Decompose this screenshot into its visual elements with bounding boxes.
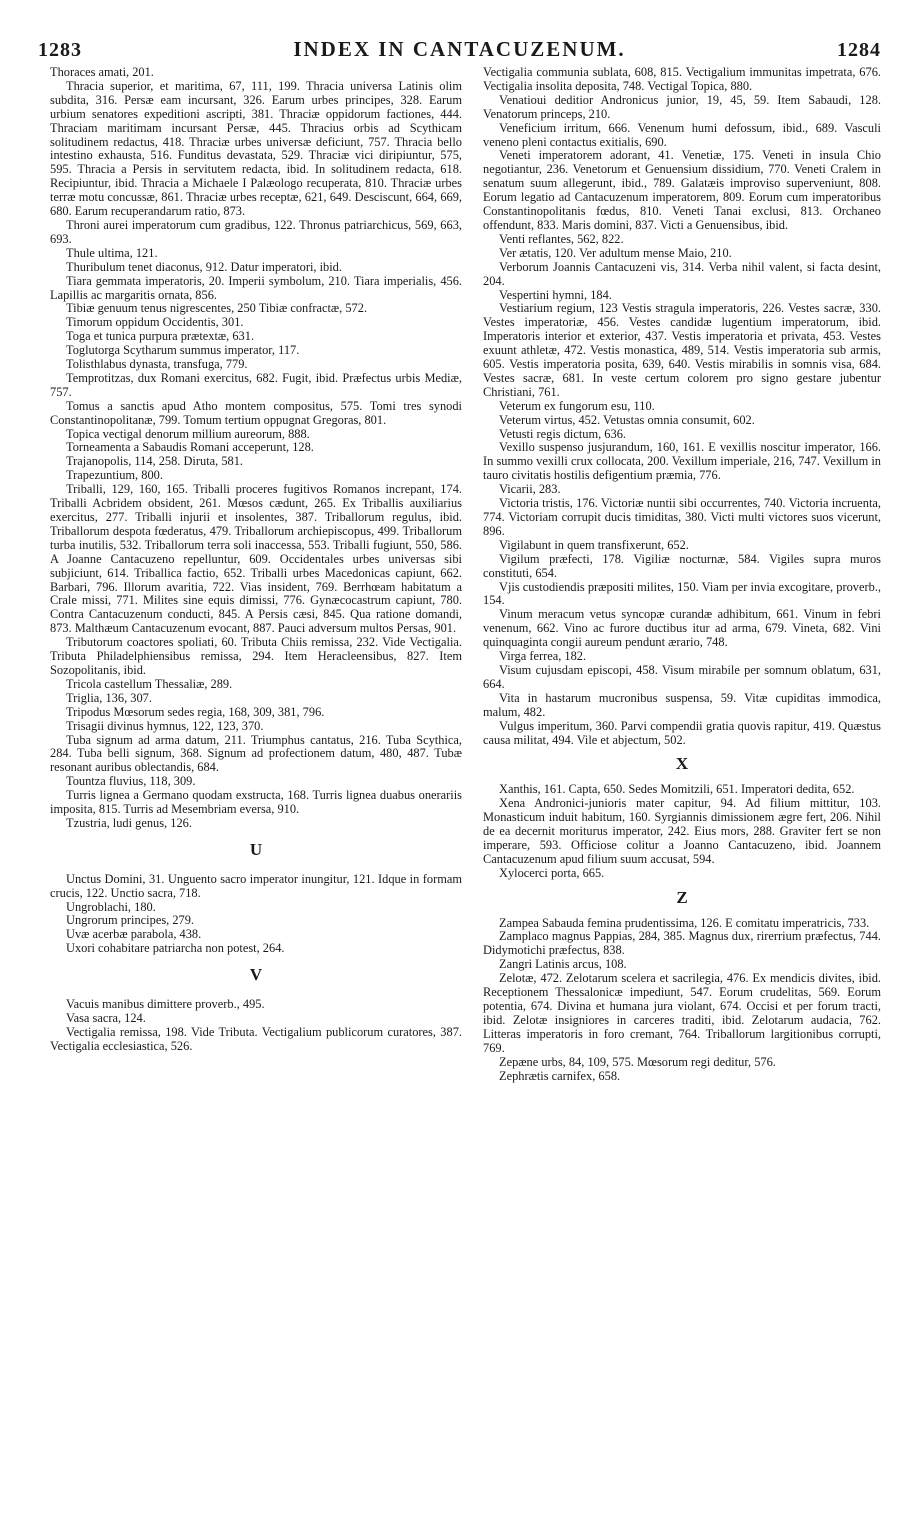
index-entry: Tributorum coactores spoliati, 60. Tributa Chiis remissa, 232. Vide Vectigalia. Tributa Philadelphiensibus remissa, 294. Item Heracleensibus, 827. Item Sozopolitanis, ibid. xyxy=(50,635,462,677)
index-entry: Veneficium irritum, 666. Venenum humi defossum, ibid., 689. Vasculi veneno pleni contactus exitialis, 690. xyxy=(483,120,881,149)
index-entry: Torneamenta a Sabaudis Romani acceperunt, 128. xyxy=(66,440,314,455)
index-entry: Vectigalia remissa, 198. Vide Tributa. Vectigalium publicorum curatores, 387. Vectigalia ecclesiastica, 526. xyxy=(50,1024,462,1053)
index-entry: Ungrorum principes, 279. xyxy=(66,913,195,928)
section-letter: U xyxy=(249,839,263,859)
index-entry: Thoraces amati, 201. xyxy=(50,66,154,79)
index-entry: Trapezuntium, 800. xyxy=(66,468,163,483)
index-entry: Xanthis, 161. Capta, 650. Sedes Momitzili, 651. Imperatori dedita, 652. xyxy=(499,782,855,797)
index-entry: Temprotitzas, dux Romani exercitus, 682. Fugit, ibid. Præfectus urbis Mediæ, 757. xyxy=(50,370,462,399)
index-entry: Vigilum præfecti, 178. Vigiliæ nocturnæ, 584. Vigiles supra muros constituti, 654. xyxy=(483,551,881,580)
page-header xyxy=(38,28,881,62)
index-entry: Turris lignea a Germano quodam exstructa, 168. Turris lignea duabus onerariis imposita, 815. Turris ad Mesembriam eversa, 910. xyxy=(50,788,462,817)
index-entry: Tricola castellum Thessaliæ, 289. xyxy=(66,676,233,691)
index-entry: Vacuis manibus dimittere proverb., 495. xyxy=(66,997,265,1012)
index-entry: Zephrætis carnifex, 658. xyxy=(499,1068,621,1083)
index-entry: Tzustria, ludi genus, 126. xyxy=(66,815,192,830)
index-entry: Ver ætatis, 120. Ver adultum mense Maio, 210. xyxy=(499,245,732,260)
index-entry: Unctus Domini, 31. Unguento sacro imperator inungitur, 121. Idque in formam crucis, 122. Unctio sacra, 718. xyxy=(50,871,462,900)
right-page-number: 1284 xyxy=(837,39,881,61)
index-entry: Verborum Joannis Cantacuzeni vis, 314. Verba nihil valent, si facta desint, 204. xyxy=(483,259,881,288)
index-entry: Tolisthlabus dynasta, transfuga, 779. xyxy=(66,357,248,372)
index-entry: Vicarii, 283. xyxy=(499,482,561,497)
index-entry: Tuba signum ad arma datum, 211. Triumphus cantatus, 216. Tuba Scythica, 284. Tuba belli signum, 368. Signum ad profectionem datum, 480, 487. Tubæ resonant auribus oblectandis, 684. xyxy=(50,732,462,775)
index-entry: Vjis custodiendis præpositi milites, 150. Viam per invia excogitare, proverb., 154. xyxy=(483,579,881,608)
index-entry: Triballi, 129, 160, 165. Triballi proceres fugitivos Romanos increpant, 174. Triballi Acbridem obsident, 261. Mœsos cædunt, 265. Ex Triballis auxiliarius exercitus, 277. Triballi injurii et insolentes, 387. Triballorum regulus, ibid. Triballorum despota fœderatus, 479. Triballorum archiepiscopus, 499. Triballorum turba inutilis, 532. Triballorum terra soli inaccessa, 553. Triballi fugiunt, 550, 586. A Joanne Cantacuzeno repelluntur, 609. Occidentales urbes universas sibi subjiciunt, 614. Triballica factio, 652. Triballi urbes Macedonicas capiunt, 662. Barbari, 796. Illorum avaritia, 722. Vias insident, 769. Berrhœam habitatum a Crale missi, 771. Milites sine equis dimissi, 776. Gynæcocastrum capiunt, 780. Contra Cantacuzenum conducti, 845. A Persis cæsi, 845. Qua ratione domandi, 873. Malthæum Cantacuzenum evocant, 887. Pauci adversum multos Persas, 901. xyxy=(50,482,462,636)
index-entry: Tountza fluvius, 118, 309. xyxy=(66,774,196,789)
index-entry: Vetusti regis dictum, 636. xyxy=(499,426,626,441)
right-column xyxy=(483,66,881,1532)
index-entry: Vexillo suspenso jusjurandum, 160, 161. E vexillis noscitur imperator, 166. In summo vexilli crux collocata, 200. Vexillum imperiale, 216, 747. Vexillum in tauro civitatis hostilis defigentium præmia, 776. xyxy=(483,440,881,483)
index-entry: Ungroblachi, 180. xyxy=(66,899,156,914)
index-entry: Veneti imperatorem adorant, 41. Venetiæ, 175. Veneti in insula Chio negotiantur, 236. Venetorum et Genuensium dissidium, 770. Veneti Cralem in senatum suum allegerunt, ibid., 789. Galatæis improviso superveniunt, 808. Eorum legatio ad Cantacuzenum imperatorem, 809. Eorum cum imperatoribus Constantinopolitanis fœdus, 810. Veneti Tanai exclusi, 813. Orchaneo offendunt, 833. Maris domini, 837. Victi a Genuensibus, ibid. xyxy=(483,148,881,232)
index-entry: Toglutorga Scytharum summus imperator, 117. xyxy=(66,343,300,358)
index-entry: Zepæne urbs, 84, 109, 575. Mœsorum regi deditur, 576. xyxy=(499,1054,776,1069)
section-letter: Z xyxy=(676,887,688,907)
index-entry: Zamplaco magnus Pappias, 284, 385. Magnus dux, rirerrium præfectus, 744. Didymotichi præfectus, 838. xyxy=(483,929,881,958)
index-entry: Tibiæ genuum tenus nigrescentes, 250 Tibiæ confractæ, 572. xyxy=(66,301,368,316)
index-entry: Vigilabunt in quem transfixerunt, 652. xyxy=(499,537,689,552)
index-entry: Vasa sacra, 124. xyxy=(66,1011,146,1025)
index-entry: Timorum oppidum Occidentis, 301. xyxy=(66,315,244,330)
index-entry: Vulgus imperitum, 360. Parvi compendii gratia quovis rapitur, 419. Quæstus causa militat, 494. Vile et abjectum, 502. xyxy=(483,718,881,747)
section-letter: X xyxy=(675,754,689,774)
index-entry: Throni aurei imperatorum cum gradibus, 122. Thronus patriarchicus, 569, 663, 693. xyxy=(50,217,462,246)
index-entry: Trisagii divinus hymnus, 122, 123, 370. xyxy=(66,718,264,733)
index-entry: Vestiarium regium, 123 Vestis stragula imperatoris, 226. Vestes sacræ, 330. Vestes imperatoriæ, 456. Vestes candidæ lugentium imperatorum, ibid. Imperatoris interior et exterior, 437. Vestis imperatoria et privata, 453. Vestes exuunt athletæ, 472. Vestis monastica, 489, 514. Vestis imperatoria sub armis, 605. Vestis imperatoria posita, 639, 640. Vestis mirabilis in somnis visa, 684. Vestes sacræ, 681. In veste certum colorem pro signo gestare jubentur Christiani, 761. xyxy=(483,301,881,399)
index-entry: Vectigalia communia sublata, 608, 815. Vectigalium immunitas impetrata, 676. Vectigalia insolita deposita, 748. Vectigal Topica, 880. xyxy=(483,66,881,93)
index-entry: Vespertini hymni, 184. xyxy=(499,287,612,302)
index-entry: Tripodus Mœsorum sedes regia, 168, 309, 381, 796. xyxy=(66,704,325,719)
index-entry: Zangri Latinis arcus, 108. xyxy=(499,957,627,972)
index-entry: Vinum meracum vetus syncopæ curandæ adhibitum, 661. Vinum in febri venenum, 662. Vino ac furore ductibus itur ad arma, 679. Vineta, 682. Vini quinquaginta congii aureum pendunt ærario, 748. xyxy=(483,607,881,650)
section-letter: V xyxy=(249,965,263,985)
index-entry: Uxori cohabitare patriarcha non potest, 264. xyxy=(66,941,285,956)
index-entry: Zampea Sabauda femina prudentissima, 126. E comitatu imperatricis, 733. xyxy=(499,915,870,930)
index-entry: Xylocerci porta, 665. xyxy=(499,865,605,880)
index-entry: Visum cujusdam episcopi, 458. Visum mirabile per somnum oblatum, 631, 664. xyxy=(483,662,881,691)
left-column xyxy=(50,66,462,1532)
index-entry: Thracia superior, et maritima, 67, 111, 199. Thracia universa Latinis olim subdita, 316. Persæ eam incursant, 326. Earum urbes principes, 328. Earum urbium senatores expeditioni ascripti, 381. Thraciæ oppidorum factiones, 444. Thraciam maritimam incursant Persæ, 445. Thracius orbis ad Scythicam solitudinem redactus, 418. Thraciæ urbes universæ deficiunt, 757. Thracia bello intestino exhausta, 516. Funditus devastata, 529. Thraciæ vici diripiuntur, 575, 595. Thracia a Persis in servitutem redacta, ibid. In solitudinem redacta, 618. Recipiuntur, ibid. Thracia a Michaele I Palæologo recuperata, 810. Thraciæ urbes terræ motu concussæ, 861. Thraciæ urbes receptæ, 621, 649. Desciscunt, 664, 669, 680. Earum recuperandarum ratio, 873. xyxy=(50,78,462,219)
index-entry: Veterum virtus, 452. Vetustas omnia consumit, 602. xyxy=(499,412,755,427)
index-entry: Toga et tunica purpura prætextæ, 631. xyxy=(66,329,255,344)
index-entry: Thuribulum tenet diaconus, 912. Datur imperatori, ibid. xyxy=(66,259,342,274)
index-entry: Veterum ex fungorum esu, 110. xyxy=(499,398,655,413)
index-entry: Topica vectigal denorum millium aureorum, 888. xyxy=(66,426,310,441)
index-entry: Venti reflantes, 562, 822. xyxy=(499,231,624,246)
index-entry: Virga ferrea, 182. xyxy=(499,649,587,664)
index-entry: Victoria tristis, 176. Victoriæ nuntii sibi occurrentes, 740. Victoria incruenta, 774. Victoriam corrupit ducis timiditas, 380. Victi multi victores suos vicerunt, 896. xyxy=(483,496,881,538)
left-page-number: 1283 xyxy=(38,39,82,61)
index-entry: Triglia, 136, 307. xyxy=(66,690,152,705)
index-entry: Venatioui deditior Andronicus junior, 19, 45, 59. Item Sabaudi, 128. Venatorum princeps, 210. xyxy=(483,92,881,121)
index-entry: Tiara gemmata imperatoris, 20. Imperii symbolum, 210. Tiara imperialis, 456. Lapillis ac margaritis ornata, 856. xyxy=(50,273,462,302)
page-title: INDEX IN CANTACUZENUM. xyxy=(293,37,626,61)
index-entry: Tomus a sanctis apud Atho montem compositus, 575. Tomi tres synodi Constantinopolitanæ, 799. Tomum tertium oppugnat Gregoras, 801. xyxy=(50,398,462,427)
index-entry: Xena Andronici-junioris mater capitur, 94. Ad filium mittitur, 103. Monasticum induit habitum, 160. Syrgiannis dimissionem ægre fert, 206. Nihil de ea decernit moriturus imperator, 242. Eius mors, 288. Graviter fert se non imperare, 593. Officiose colitur a Joanno Cantacuzeno, ibid. Joannem Cantacuzenum apud filium suum accusat, 594. xyxy=(483,796,881,866)
index-entry: Trajanopolis, 114, 258. Diruta, 581. xyxy=(66,454,244,469)
index-entry: Vita in hastarum mucronibus suspensa, 59. Vitæ cupiditas immodica, malum, 482. xyxy=(483,690,881,719)
index-entry: Uvæ acerbæ parabola, 438. xyxy=(66,927,202,942)
index-entry: Zelotæ, 472. Zelotarum scelera et sacrilegia, 476. Ex mendicis divites, ibid. Receptionem Thessalonicæ impediunt, 547. Eorum crudelitas, 569. Eorum potentia, 674. Divina et humana jura violant, 674. Occisi et per forum tracti, ibid. Zelotæ insigniores in carceres traditi, ibid. Zelotarum audacia, 762. Litteras imperatoris in foro cremant, 764. Triballorum largitionibus corrupti, 769. xyxy=(483,971,881,1055)
index-entry: Thule ultima, 121. xyxy=(66,245,158,260)
